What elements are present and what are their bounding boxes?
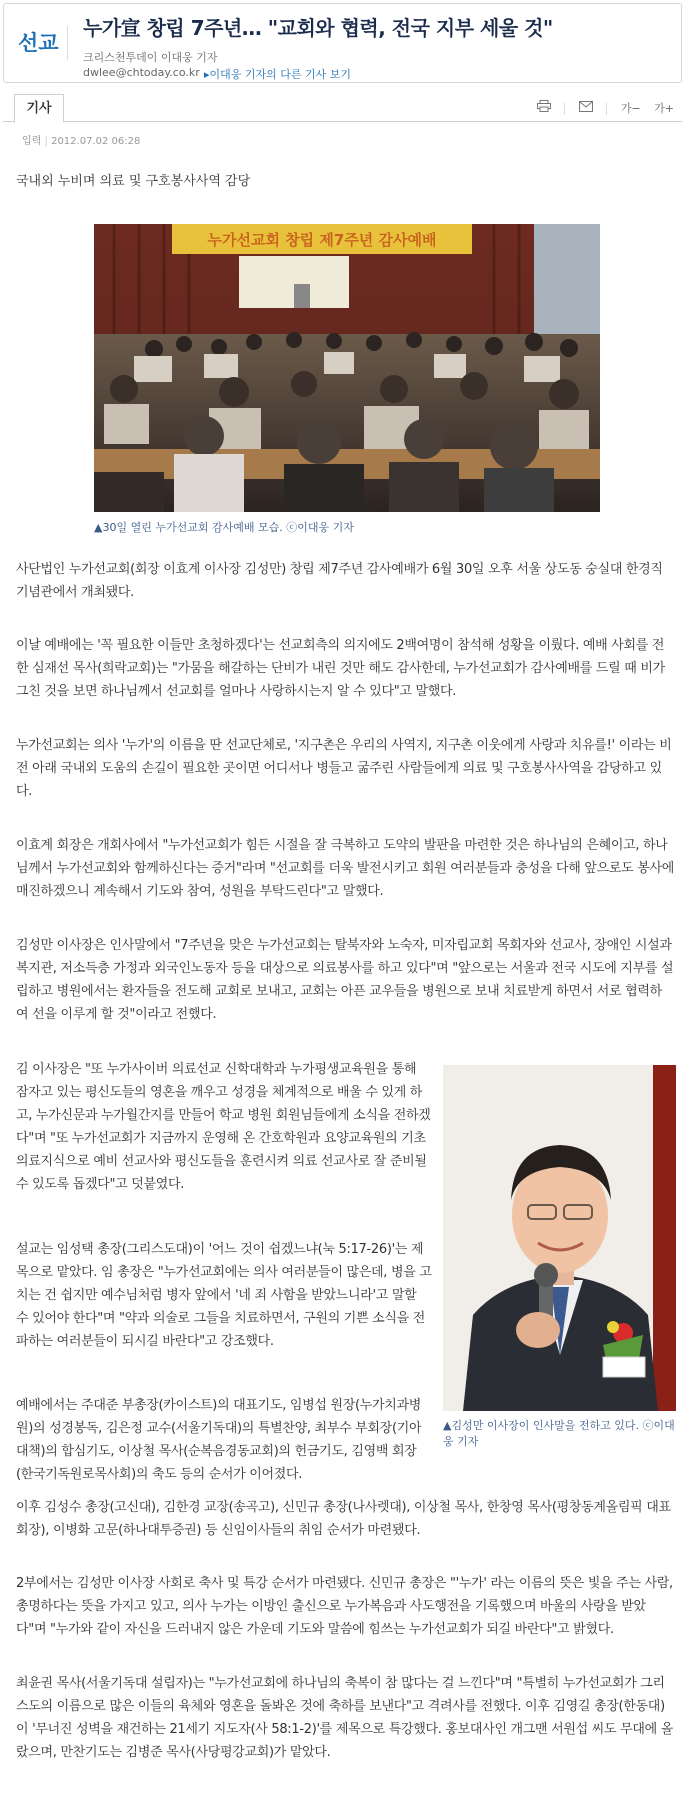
paragraph-5: 김성만 이사장은 인사말에서 "7주년을 맞은 누가선교회는 탈북자와 노숙자, 미자립교회 목회자와 선교사, 장애인 시설과 복지관, 저소득층 가정과 외국인노동자 등을 대상으로 의료봉사를 하고 있다"며 "앞으로는 서울과 전국 시도에 지부를 설립하고 병원에서는 환자들을 전도해 교회로 보내고, 교회는 아픈 교우들을 병원으로 보내 치료받게 하면서 서로 협력하여 선을 이루게 할 것"이라고 전했다. — [16, 938, 674, 1022]
divider — [564, 103, 565, 115]
print-icon[interactable] — [537, 100, 551, 115]
event-photo — [94, 224, 600, 512]
photo-banner-text: 누가선교회 창립 제7주년 감사예배 — [207, 231, 437, 249]
email-icon[interactable] — [579, 101, 593, 115]
portrait-photo — [443, 1065, 676, 1411]
article-toolbar — [3, 94, 682, 122]
publish-date: 입력 | 2012.07.02 06:28 — [22, 136, 141, 147]
date-label: 입력 — [22, 136, 42, 147]
reporter-more-articles-link[interactable]: ▸이대웅 기자의 다른 기사 보기 — [204, 68, 352, 81]
portrait-illustration — [443, 1065, 676, 1411]
paragraph-2: 이날 예배에는 '꼭 필요한 이들만 초청하겠다'는 선교회측의 의지에도 2백여명이 참석해 성황을 이뤘다. 예배 사회를 전한 심재선 목사(희락교회)는 "가뭄을 해갈하는 단비가 내린 것만 해도 감사한데, 누가선교회가 감사예배를 드릴 때 비가 그친 것을 보면 하나님께서 선교회를 얼마나 사랑하시는지 알 수 있다"고 말했다. — [16, 638, 665, 699]
paragraph-8: 예배에서는 주대준 부총장(카이스트)의 대표기도, 임병섭 원장(누가치과병원)의 성경봉독, 김은정 교수(서울기독대)의 특별찬양, 최부수 부회장(기아대책)의 합심기도, 이상철 목사(순복음경동교회)의 헌금기도, 김영백 회장(한국기독원로목사회)의 축도 등의 순서가 이어졌다. — [16, 1398, 422, 1482]
article-header — [3, 3, 682, 83]
divider — [606, 103, 607, 115]
article-tools — [527, 100, 674, 116]
article-subhead: 국내외 누비며 의료 및 구호봉사사역 감당 — [16, 174, 251, 189]
reporter-email[interactable]: dwlee@chtoday.co.kr — [83, 66, 200, 79]
font-larger-button[interactable]: 가+ — [654, 102, 674, 115]
paragraph-3: 누가선교회는 의사 '누가'의 이름을 딴 선교단체로, '지구촌은 우리의 사역지, 지구촌 이웃에게 사랑과 치유를!' 이라는 비전 아래 국내외 도움의 손길이 필요한 곳이면 어디서나 병들고 굶주린 사람들에게 의료 및 구호봉사사역을 감당하고 있다. — [16, 738, 672, 799]
event-photo-illustration — [94, 224, 600, 512]
paragraph-10: 2부에서는 김성만 이사장 사회로 축사 및 특강 순서가 마련됐다. 신민규 총장은 "'누가' 라는 이름의 뜻은 빛을 주는 사람, 총명하다는 뜻을 가지고 있고, 의사 누가는 이방인 출신으로 누가복음과 사도행전을 기록했으며 바울의 사랑을 받았다"며 "누가와 같이 자신을 드러내지 않은 가운데 기도와 말씀에 힘쓰는 누가선교회가 되길 바란다"고 밝혔다. — [16, 1576, 673, 1637]
tab-article[interactable]: 기사 — [14, 94, 64, 123]
paragraph-1: 사단법인 누가선교회(회장 이효계 이사장 김성만) 창립 제7주년 감사예배가 6월 30일 오후 서울 상도동 숭실대 한경직기념관에서 개최됐다. — [16, 562, 663, 600]
event-photo-caption: ▲30일 열린 누가선교회 감사예배 모습. ⓒ이대웅 기자 — [94, 521, 354, 534]
date-value: 2012.07.02 06:28 — [51, 136, 141, 147]
paragraph-7: 설교는 임성택 총장(그리스도대)이 '어느 것이 쉽겠느냐(눅 5:17-26)'는 제목으로 맡았다. 임 총장은 "누가선교회에는 의사 여러분들이 많은데, 병을 고치는 건 쉽지만 예수님처럼 병자 앞에서 '네 죄 사함을 받았느니라'고 말할 수 있어야 한다"며 "약과 의술로 그들을 치료하면서, 구원의 기쁜 소식을 전파하는 여러분들이 되시길 바란다"고 강조했다. — [16, 1242, 432, 1349]
paragraph-9: 이후 김성수 총장(고신대), 김한경 교장(송곡고), 신민규 총장(나사렛대), 이상철 목사, 한창영 목사(평창동계올림픽 대표회장), 이병화 고문(하나대투증권) 등 신임이사들의 취임 순서가 마련됐다. — [16, 1500, 671, 1538]
section-logo[interactable]: 선교 — [18, 26, 68, 60]
article-headline: 누가宣 창립 7주년… "교회와 협력, 전국 지부 세울 것" — [83, 16, 553, 40]
font-smaller-button[interactable]: 가− — [620, 102, 641, 115]
article-source: 크리스천투데이 이대웅 기자 — [83, 51, 218, 64]
paragraph-6: 김 이사장은 "또 누가사이버 의료선교 신학대학과 누가평생교육원을 통해 잠자고 있는 평신도들의 영혼을 깨우고 성경을 체계적으로 배울 수 있게 하고, 누가신문과 누가월간지를 만들어 학교 병원 회원님들에게 소식을 전하겠다"며 "또 누가선교회가 지금까지 운영해 온 간호학원과 요양교육원의 기초 의료지식으로 예비 선교사와 평신도들을 훈련시켜 의료 선교사로 잘 준비될 수 있도록 돕겠다"고 덧붙였다. — [16, 1062, 431, 1192]
paragraph-4: 이효계 회장은 개회사에서 "누가선교회가 힘든 시절을 잘 극복하고 도약의 발판을 마련한 것은 하나님의 은혜이고, 하나님께서 누가선교회와 함께하신다는 증거"라며 "선교회를 더욱 발전시키고 회원 여러분들과 충성을 다해 앞으로도 봉사에 매진하겠으니 계속해서 기도와 참여, 성원을 부탁드린다"고 말했다. — [16, 838, 674, 899]
paragraph-11: 최윤권 목사(서울기독대 설립자)는 "누가선교회에 하나님의 축복이 참 많다는 걸 느낀다"며 "특별히 누가선교회가 그리스도의 이름으로 많은 이들의 육체와 영혼을 돌봐온 것에 축하를 보낸다"고 격려사를 전했다. 이후 김영길 총장(한동대)이 '무너진 성벽을 재건하는 21세기 지도자(사 58:1-2)'를 제목으로 특강했다. 홍보대사인 개그맨 서원섭 씨도 무대에 올랐으며, 만찬기도는 김병준 목사(사당평강교회)가 맡았다. — [16, 1676, 673, 1760]
portrait-photo-caption: ▲김성만 이사장이 인사말을 전하고 있다. ⓒ이대웅 기자 — [443, 1419, 675, 1448]
